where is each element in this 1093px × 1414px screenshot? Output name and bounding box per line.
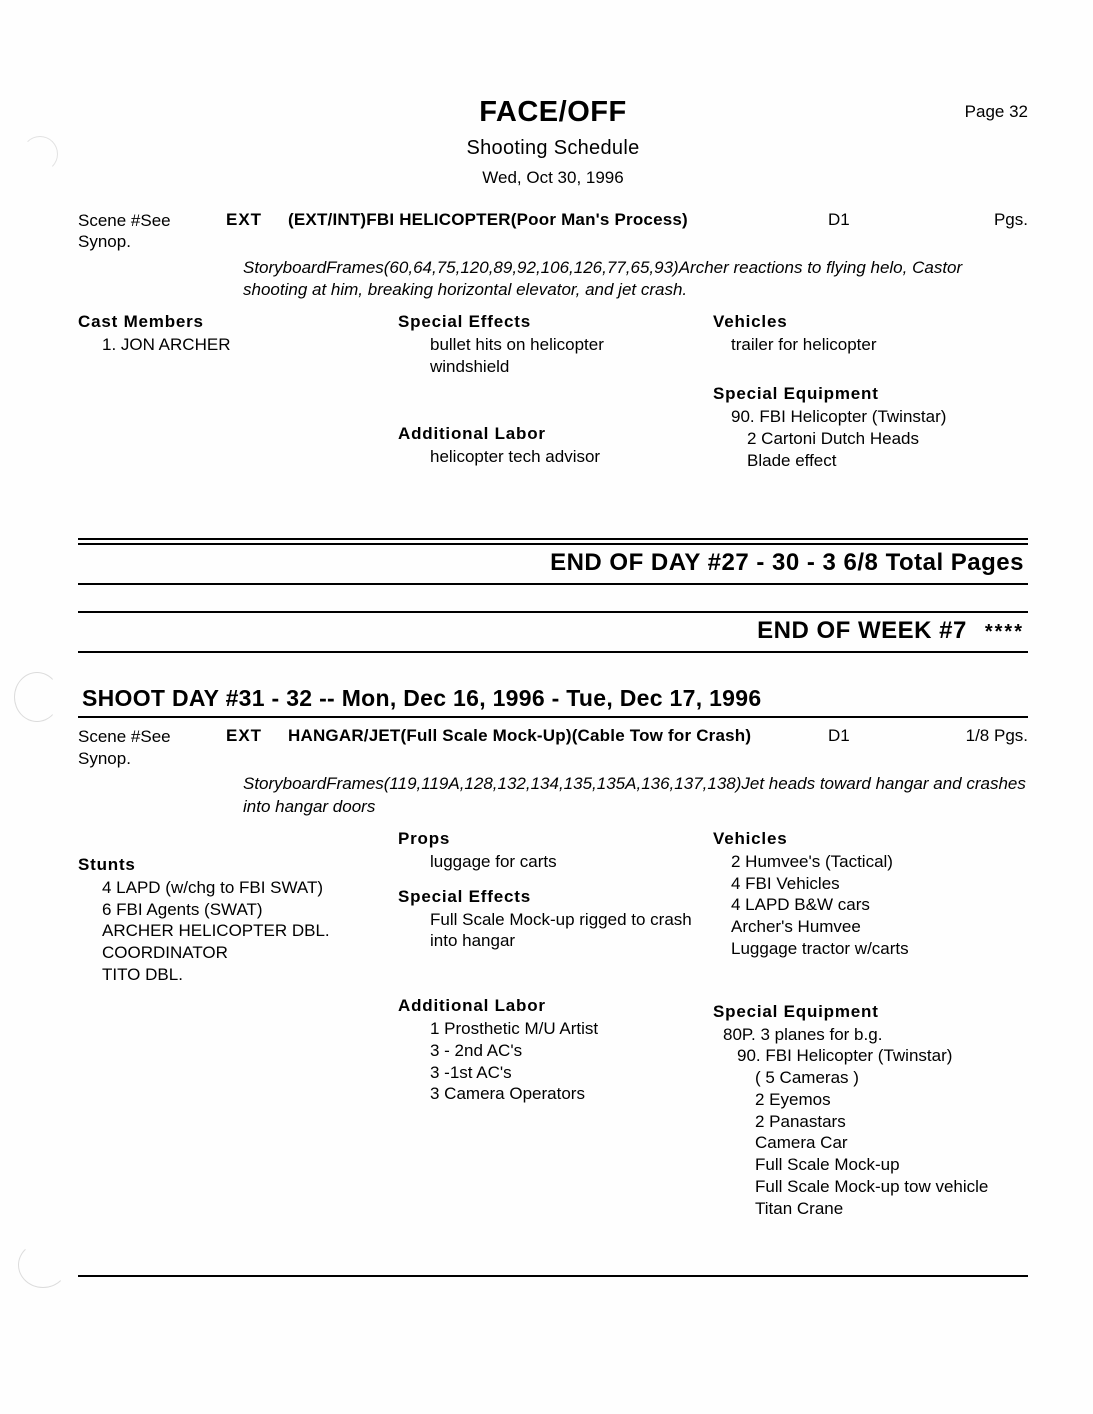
spacer-before-end-of-day xyxy=(78,492,1028,538)
end-of-week-banner xyxy=(78,611,1028,653)
list-item: 90. FBI Helicopter (Twinstar) xyxy=(737,1046,953,1066)
end-of-week-stars: **** xyxy=(984,621,1024,644)
scene-1-additional-labor-group xyxy=(398,424,708,468)
list-item: helicopter tech advisor xyxy=(430,446,601,466)
list-item: 2 Panastars xyxy=(755,1111,846,1131)
scene-2-additional-labor-group xyxy=(398,996,708,1105)
scene-2-description: HANGAR/JET(Full Scale Mock-Up)(Cable Tow for Crash) xyxy=(288,726,752,746)
scene-1-additional-labor-title: Additional Labor xyxy=(398,423,546,443)
shoot-day-text: SHOOT DAY #31 - 32 -- Mon, Dec 16, 1996 - Tue, Dec 17, 1996 xyxy=(82,685,762,712)
scene-1-description: (EXT/INT)FBI HELICOPTER(Poor Man's Process) xyxy=(288,210,688,229)
scene-2-special-equipment-list xyxy=(713,1024,1033,1220)
list-item: 1. JON ARCHER xyxy=(102,335,231,355)
scene-block-2 xyxy=(78,726,1028,1228)
scene-1-synopsis: StoryboardFrames(60,64,75,120,89,92,106,126,77,65,93)Archer reactions to flying helo, Castor shooting at him, breaking horizontal elevator, and jet crash. xyxy=(243,257,963,300)
list-item: 90. FBI Helicopter (Twinstar) xyxy=(731,407,947,427)
scene-1-vehicles-group xyxy=(713,312,1033,356)
scene-1-column-right xyxy=(713,312,1033,485)
scene-2-number-label xyxy=(78,726,226,769)
spacer-before-end-of-week xyxy=(78,585,1028,611)
list-item: Luggage tractor w/carts xyxy=(731,938,909,958)
scene-2-day-night: D1 xyxy=(828,726,850,746)
scene-2-number-line1: Scene #See xyxy=(78,727,171,747)
list-item: 4 FBI Vehicles xyxy=(731,873,840,893)
scene-2-synopsis: StoryboardFrames(119,119A,128,132,134,135,135A,136,137,138)Jet heads toward hangar and crashes into hangar doors xyxy=(243,773,1026,816)
list-item: ARCHER HELICOPTER DBL. xyxy=(102,921,330,941)
list-item: Full Scale Mock-up tow vehicle xyxy=(755,1176,989,1196)
scene-2-vehicles-title: Vehicles xyxy=(713,828,788,848)
scene-1-day-night: D1 xyxy=(828,210,850,229)
list-item: trailer for helicopter xyxy=(731,335,877,355)
scene-1-additional-labor-list xyxy=(398,446,708,468)
scene-1-ext: EXT xyxy=(226,210,263,229)
scene-2-stunts-list xyxy=(78,877,388,986)
scene-2-column-middle xyxy=(398,829,708,1119)
list-item: Camera Car xyxy=(755,1133,848,1153)
list-item: Blade effect xyxy=(747,450,837,470)
scene-1-header-row xyxy=(78,210,1028,253)
scene-2-additional-labor-list xyxy=(398,1018,708,1105)
shoot-day-banner xyxy=(78,679,1028,718)
scene-2-header-row xyxy=(78,726,1028,769)
punch-hole-mark-bottom xyxy=(18,1242,68,1288)
scene-1-column-left xyxy=(78,312,388,370)
end-of-day-text: END OF DAY #27 - 30 - 3 6/8 Total Pages xyxy=(550,549,1024,577)
scene-1-special-equipment-list xyxy=(713,406,1033,471)
scene-1-vehicles-list xyxy=(713,334,1033,356)
list-item: Full Scale Mock-up rigged to crash xyxy=(430,909,692,929)
document-subtitle: Shooting Schedule xyxy=(466,137,640,159)
scene-2-number-line2: Synop. xyxy=(78,748,131,768)
shoot-day-rule xyxy=(78,716,1028,718)
list-item: TITO DBL. xyxy=(102,964,183,984)
scene-2-special-effects-list xyxy=(398,909,708,953)
scene-2-special-effects-title: Special Effects xyxy=(398,886,531,906)
document-date: Wed, Oct 30, 1996 xyxy=(482,168,624,187)
scene-1-cast-title: Cast Members xyxy=(78,312,204,332)
scene-block-1 xyxy=(78,210,1028,492)
end-of-week-row xyxy=(78,613,1028,651)
scene-1-columns xyxy=(78,312,1028,492)
spacer-before-footer-rule xyxy=(78,1229,1028,1275)
scene-2-special-equipment-title: Special Equipment xyxy=(713,1001,879,1021)
end-of-day-top-rule xyxy=(78,538,1028,545)
list-item: windshield xyxy=(430,357,510,377)
list-item: into hangar xyxy=(430,931,516,951)
list-item: ( 5 Cameras ) xyxy=(755,1068,859,1087)
scene-1-column-middle xyxy=(398,312,708,481)
list-item: luggage for carts xyxy=(430,851,557,871)
scene-1-number-line2: Synop. xyxy=(78,232,131,252)
scene-2-column-right xyxy=(713,829,1033,1234)
scene-2-columns xyxy=(78,829,1028,1229)
scene-2-stunts-title: Stunts xyxy=(78,854,136,874)
page-number: Page 32 xyxy=(964,102,1028,121)
end-of-week-text: END OF WEEK #7 xyxy=(757,617,967,645)
list-item: 1 Prosthetic M/U Artist xyxy=(430,1019,599,1038)
scene-1-cast-group xyxy=(78,312,388,356)
list-item: 2 Eyemos xyxy=(755,1089,831,1109)
scene-1-cast-list xyxy=(78,334,388,356)
list-item: Archer's Humvee xyxy=(731,917,861,936)
list-item: 6 FBI Agents (SWAT) xyxy=(102,899,263,919)
document-content xyxy=(78,96,1028,1277)
scene-1-special-effects-title: Special Effects xyxy=(398,312,531,332)
list-item: 80P. 3 planes for b.g. xyxy=(723,1024,883,1044)
scene-2-special-effects-group xyxy=(398,887,708,953)
list-item: 4 LAPD B&W cars xyxy=(731,895,870,915)
scene-2-vehicles-group xyxy=(713,829,1033,960)
spacer-before-shoot-day xyxy=(78,653,1028,679)
document-title: FACE/OFF xyxy=(479,96,627,128)
list-item: 2 Cartoni Dutch Heads xyxy=(747,428,919,448)
scene-1-number-label xyxy=(78,210,226,253)
footer-rule xyxy=(78,1275,1028,1277)
list-item: 4 LAPD (w/chg to FBI SWAT) xyxy=(102,877,324,897)
list-item: Full Scale Mock-up xyxy=(755,1155,900,1174)
scene-1-pages: Pgs. xyxy=(993,210,1028,229)
scene-2-props-group xyxy=(398,829,708,873)
list-item: Titan Crane xyxy=(755,1198,844,1218)
scene-2-special-equipment-group xyxy=(713,1002,1033,1220)
punch-hole-mark-top xyxy=(22,136,58,172)
list-item: 3 Camera Operators xyxy=(430,1084,585,1104)
document-header xyxy=(78,96,1028,188)
scene-1-special-effects-group xyxy=(398,312,708,378)
end-of-day-banner xyxy=(78,538,1028,585)
list-item: 3 - 2nd AC's xyxy=(430,1040,523,1060)
scene-2-additional-labor-title: Additional Labor xyxy=(398,996,546,1015)
scene-1-special-equipment-title: Special Equipment xyxy=(713,384,879,404)
scene-1-number-line1: Scene #See xyxy=(78,211,171,230)
scene-2-pages: 1/8 Pgs. xyxy=(965,726,1028,746)
scene-2-column-left xyxy=(78,855,388,1000)
scene-2-props-title: Props xyxy=(398,828,451,848)
punch-hole-mark-middle xyxy=(14,672,60,722)
scene-1-special-effects-list xyxy=(398,334,708,378)
list-item: COORDINATOR xyxy=(102,943,228,962)
scene-2-ext: EXT xyxy=(226,726,263,746)
list-item: bullet hits on helicopter xyxy=(430,335,604,355)
scene-2-props-list xyxy=(398,851,708,873)
scene-1-vehicles-title: Vehicles xyxy=(713,312,788,332)
scene-2-stunts-group xyxy=(78,855,388,986)
list-item: 3 -1st AC's xyxy=(430,1062,512,1082)
scene-1-special-equipment-group xyxy=(713,384,1033,471)
list-item: 2 Humvee's (Tactical) xyxy=(731,851,893,871)
scene-2-vehicles-list xyxy=(713,851,1033,960)
